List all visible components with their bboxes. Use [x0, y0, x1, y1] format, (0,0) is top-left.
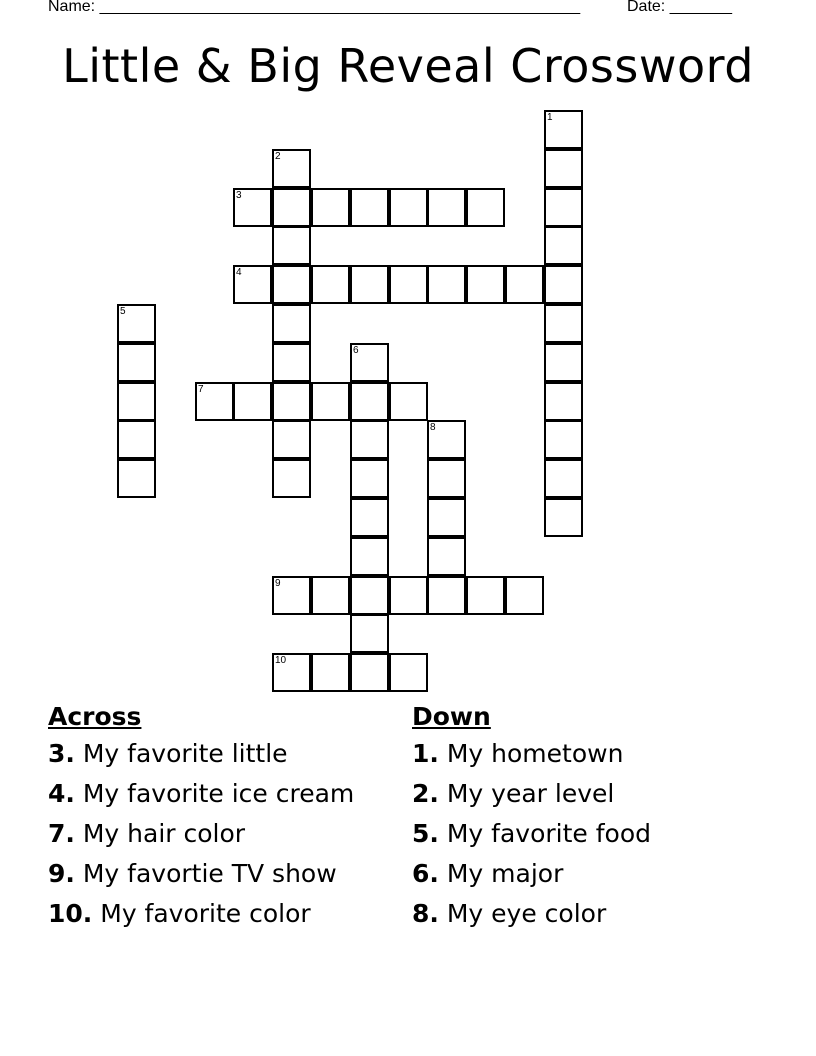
grid-cell[interactable]	[272, 188, 311, 227]
grid-cell[interactable]	[350, 653, 389, 692]
grid-cell[interactable]	[350, 576, 389, 615]
grid-cell[interactable]	[350, 382, 389, 421]
clue-number: 9.	[48, 859, 75, 888]
grid-cell[interactable]	[544, 188, 583, 227]
clue-number: 8.	[412, 899, 439, 928]
clue-text: My hair color	[74, 819, 246, 848]
cell-number: 6	[353, 345, 359, 356]
grid-cell[interactable]	[427, 420, 466, 459]
clue-across-4	[48, 774, 354, 814]
grid-cell[interactable]	[272, 226, 311, 265]
clue-text: My eye color	[438, 899, 607, 928]
grid-cell[interactable]	[544, 265, 583, 304]
clue-number: 5.	[412, 819, 439, 848]
grid-cell[interactable]	[272, 420, 311, 459]
grid-cell[interactable]	[350, 459, 389, 498]
grid-cell[interactable]	[544, 110, 583, 149]
grid-cell[interactable]	[311, 653, 350, 692]
clue-number: 4.	[48, 779, 75, 808]
grid-cell[interactable]	[544, 498, 583, 537]
grid-cell[interactable]	[466, 576, 505, 615]
grid-cell[interactable]	[272, 149, 311, 188]
clue-number: 1.	[412, 739, 439, 768]
grid-cell[interactable]	[272, 653, 311, 692]
clue-text: My favorite color	[92, 899, 311, 928]
across-heading: Across	[48, 702, 142, 731]
grid-cell[interactable]	[350, 343, 389, 382]
grid-cell[interactable]	[272, 382, 311, 421]
grid-cell[interactable]	[117, 420, 156, 459]
grid-cell[interactable]	[117, 304, 156, 343]
clue-number: 2.	[412, 779, 439, 808]
across-clues	[48, 700, 354, 934]
grid-cell[interactable]	[505, 265, 544, 304]
grid-cell[interactable]	[544, 382, 583, 421]
cell-number: 7	[198, 384, 204, 395]
grid-cell[interactable]	[311, 576, 350, 615]
grid-cell[interactable]	[350, 614, 389, 653]
grid-cell[interactable]	[233, 188, 272, 227]
grid-cell[interactable]	[427, 498, 466, 537]
grid-cell[interactable]	[389, 188, 428, 227]
grid-cell[interactable]	[233, 382, 272, 421]
grid-cell[interactable]	[117, 459, 156, 498]
grid-cell[interactable]	[389, 576, 428, 615]
grid-cell[interactable]	[427, 576, 466, 615]
grid-cell[interactable]	[466, 188, 505, 227]
clue-number: 6.	[412, 859, 439, 888]
clue-number: 10.	[48, 899, 93, 928]
grid-cell[interactable]	[117, 343, 156, 382]
clue-number: 7.	[48, 819, 75, 848]
grid-cell[interactable]	[544, 226, 583, 265]
clue-text: My hometown	[438, 739, 624, 768]
grid-cell[interactable]	[544, 343, 583, 382]
grid-cell[interactable]	[272, 265, 311, 304]
clue-across-3	[48, 734, 354, 774]
grid-cell[interactable]	[311, 382, 350, 421]
clue-text: My favorite little	[74, 739, 288, 768]
grid-cell[interactable]	[350, 420, 389, 459]
down-heading: Down	[412, 702, 491, 731]
grid-cell[interactable]	[544, 459, 583, 498]
clue-across-9	[48, 854, 354, 894]
clue-text: My favorite food	[438, 819, 651, 848]
grid-cell[interactable]	[272, 576, 311, 615]
grid-cell[interactable]	[427, 265, 466, 304]
cell-number: 2	[275, 151, 281, 162]
grid-cell[interactable]	[311, 188, 350, 227]
clue-down-1	[412, 734, 651, 774]
clue-text: My major	[438, 859, 564, 888]
clue-across-7	[48, 814, 354, 854]
grid-cell[interactable]	[505, 576, 544, 615]
clue-number: 3.	[48, 739, 75, 768]
cell-number: 10	[275, 655, 287, 666]
grid-cell[interactable]	[466, 265, 505, 304]
grid-cell[interactable]	[311, 265, 350, 304]
clue-across-10	[48, 894, 354, 934]
clue-down-6	[412, 854, 651, 894]
grid-cell[interactable]	[272, 304, 311, 343]
clue-text: My year level	[438, 779, 615, 808]
grid-cell[interactable]	[350, 188, 389, 227]
clue-down-5	[412, 814, 651, 854]
name-field-label: Name: ______________________________________________________	[48, 0, 581, 15]
grid-cell[interactable]	[544, 420, 583, 459]
clue-text: My favorite ice cream	[74, 779, 355, 808]
grid-cell[interactable]	[427, 537, 466, 576]
grid-cell[interactable]	[350, 265, 389, 304]
page-title: Little & Big Reveal Crossword	[62, 39, 754, 93]
grid-cell[interactable]	[117, 382, 156, 421]
cell-number: 1	[547, 112, 553, 123]
cell-number: 3	[236, 190, 242, 201]
grid-cell[interactable]	[427, 459, 466, 498]
clue-down-2	[412, 774, 651, 814]
grid-cell[interactable]	[350, 537, 389, 576]
grid-cell[interactable]	[544, 304, 583, 343]
grid-cell[interactable]	[272, 459, 311, 498]
cell-number: 9	[275, 578, 281, 589]
clue-down-8	[412, 894, 651, 934]
grid-cell[interactable]	[350, 498, 389, 537]
grid-cell[interactable]	[233, 265, 272, 304]
grid-cell[interactable]	[389, 653, 428, 692]
grid-cell[interactable]	[389, 265, 428, 304]
down-clues	[412, 700, 651, 934]
cell-number: 5	[120, 306, 126, 317]
grid-cell[interactable]	[427, 188, 466, 227]
cell-number: 8	[430, 422, 436, 433]
grid-cell[interactable]	[544, 149, 583, 188]
cell-number: 4	[236, 267, 242, 278]
date-field-label: Date: _______	[627, 0, 732, 15]
clue-text: My favortie TV show	[74, 859, 337, 888]
grid-cell[interactable]	[272, 343, 311, 382]
grid-cell[interactable]	[195, 382, 234, 421]
grid-cell[interactable]	[389, 382, 428, 421]
